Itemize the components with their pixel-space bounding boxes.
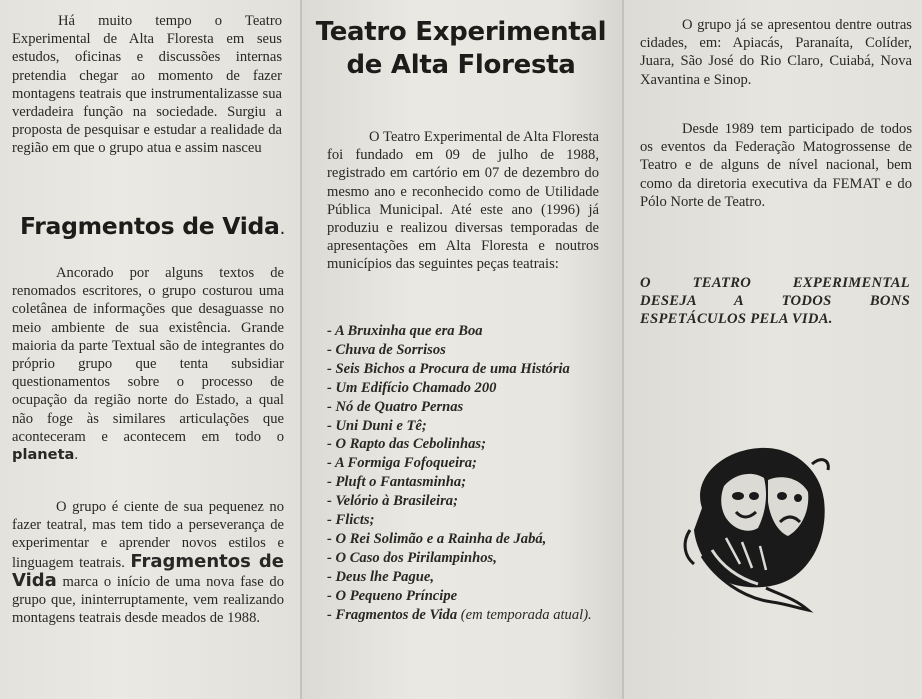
play-item: - O Caso dos Pirilampinhos,: [327, 549, 497, 566]
plays-list: [327, 322, 605, 625]
page-title-line-2: de Alta Floresta: [346, 50, 576, 80]
history-paragraph: O Teatro Experimental de Alta Floresta foi fundado em 09 de julho de 1988, registrado em cartório em 07 de dezembro do mesmo ano e reconhecido como de Utilidade Pública Municipal. Até este ano (1996) já produziu e realizou diversas temporadas de apresentações em Alta Floresta e noutros municípios das seguintes peças teatrais:: [327, 129, 599, 273]
play-item: - Deus lhe Pague,: [327, 568, 435, 585]
play-item: - O Rapto das Cebolinhas;: [327, 436, 486, 453]
left-panel: [0, 0, 300, 699]
anchor-paragraph-text: Ancorado por alguns textos de renomados escritores, o grupo costurou uma coletânea de informações que desaguasse no meio ambiente de sua existência. Grande maioria da parte Textual são de integrantes do próprio grupo que tenta subsidiar questionamentos sobre o processo de ocupação da região norte do Estado, a qual não foge às similares articulações que aconteceram e acontecem em todo o: [12, 265, 284, 445]
play-item-title: - Fragmentos de Vida: [327, 606, 458, 623]
play-item: - A Formiga Fofoqueira;: [327, 455, 477, 472]
play-item: - Uni Duni e Tê;: [327, 417, 427, 434]
right-panel: [624, 0, 922, 699]
play-item-note: (em temporada atual).: [457, 606, 592, 623]
play-item: - O Rei Solimão e a Rainha de Jabá,: [327, 530, 547, 547]
play-item: - Pluft o Fantasminha;: [327, 474, 467, 491]
anchor-paragraph: [12, 264, 284, 464]
group-paragraph-end: marca o início de uma nova fase do grupo que, ininterruptamente, vem realizando montagens teatrais desde meados de 1988.: [12, 573, 284, 627]
planet-word: planeta: [12, 446, 75, 464]
intro-paragraph: Há muito tempo o Teatro Experimental de Alta Floresta em seus estudos, oficinas e discussões internas pretendia chegar ao momento de fazer montagens teatrais que instrumentalizasse sua verdadeira função na sociedade. Surgiu a proposta de pesquisar e estudar a realidade da região em que o grupo atua e assim nasceu: [12, 13, 282, 157]
play-item: - Nó de Quatro Pernas: [327, 398, 464, 415]
play-item: - Chuva de Sorrisos: [327, 341, 446, 358]
group-paragraph: [12, 498, 284, 627]
section-title-text: Fragmentos de Vida: [20, 212, 280, 240]
closing-message-line-2: DESEJA A TODOS BONS: [640, 293, 910, 310]
play-item: - Seis Bichos a Procura de uma História: [327, 360, 570, 377]
play-item: - Flicts;: [327, 512, 375, 529]
closing-message: [640, 274, 910, 329]
section-title: [20, 212, 285, 240]
group-paragraph-text: O grupo é ciente de sua pequenez no fazer teatral, mas tem tido a perseverança de experimentar e aprender novos estilos e linguagem teatrais.: [12, 499, 284, 571]
anchor-paragraph-end: .: [74, 447, 79, 464]
participation-paragraph: Desde 1989 tem participado de todos os eventos da Federação Matogrossense de Teatro e de alguns de nível nacional, bem como da diretoria executiva da FEMAT e do Pólo Norte de Teatro.: [640, 121, 912, 210]
closing-message-line-3: ESPETÁCULOS PELA VIDA.: [640, 311, 833, 328]
play-name-inline: Fragmentos de Vida: [12, 550, 284, 591]
theatre-masks-hands-icon: [682, 438, 832, 614]
play-item: - A Bruxinha que era Boa: [327, 323, 483, 339]
middle-panel: [302, 0, 622, 699]
page-title: [302, 16, 620, 82]
play-item: [327, 606, 605, 625]
closing-message-line-1: O TEATRO EXPERIMENTAL: [640, 275, 910, 291]
section-title-suffix: .: [279, 218, 285, 239]
cities-paragraph: O grupo já se apresentou dentre outras cidades, em: Apiacás, Paranaíta, Colíder, Juara, São José do Rio Claro, Cuiabá, Nova Xavantina e Sinop.: [640, 17, 912, 88]
play-item: - O Pequeno Príncipe: [327, 587, 458, 604]
page-title-line-1: Teatro Experimental: [315, 17, 607, 47]
play-item: - Velório à Brasileira;: [327, 493, 458, 510]
play-item: - Um Edifício Chamado 200: [327, 379, 497, 396]
